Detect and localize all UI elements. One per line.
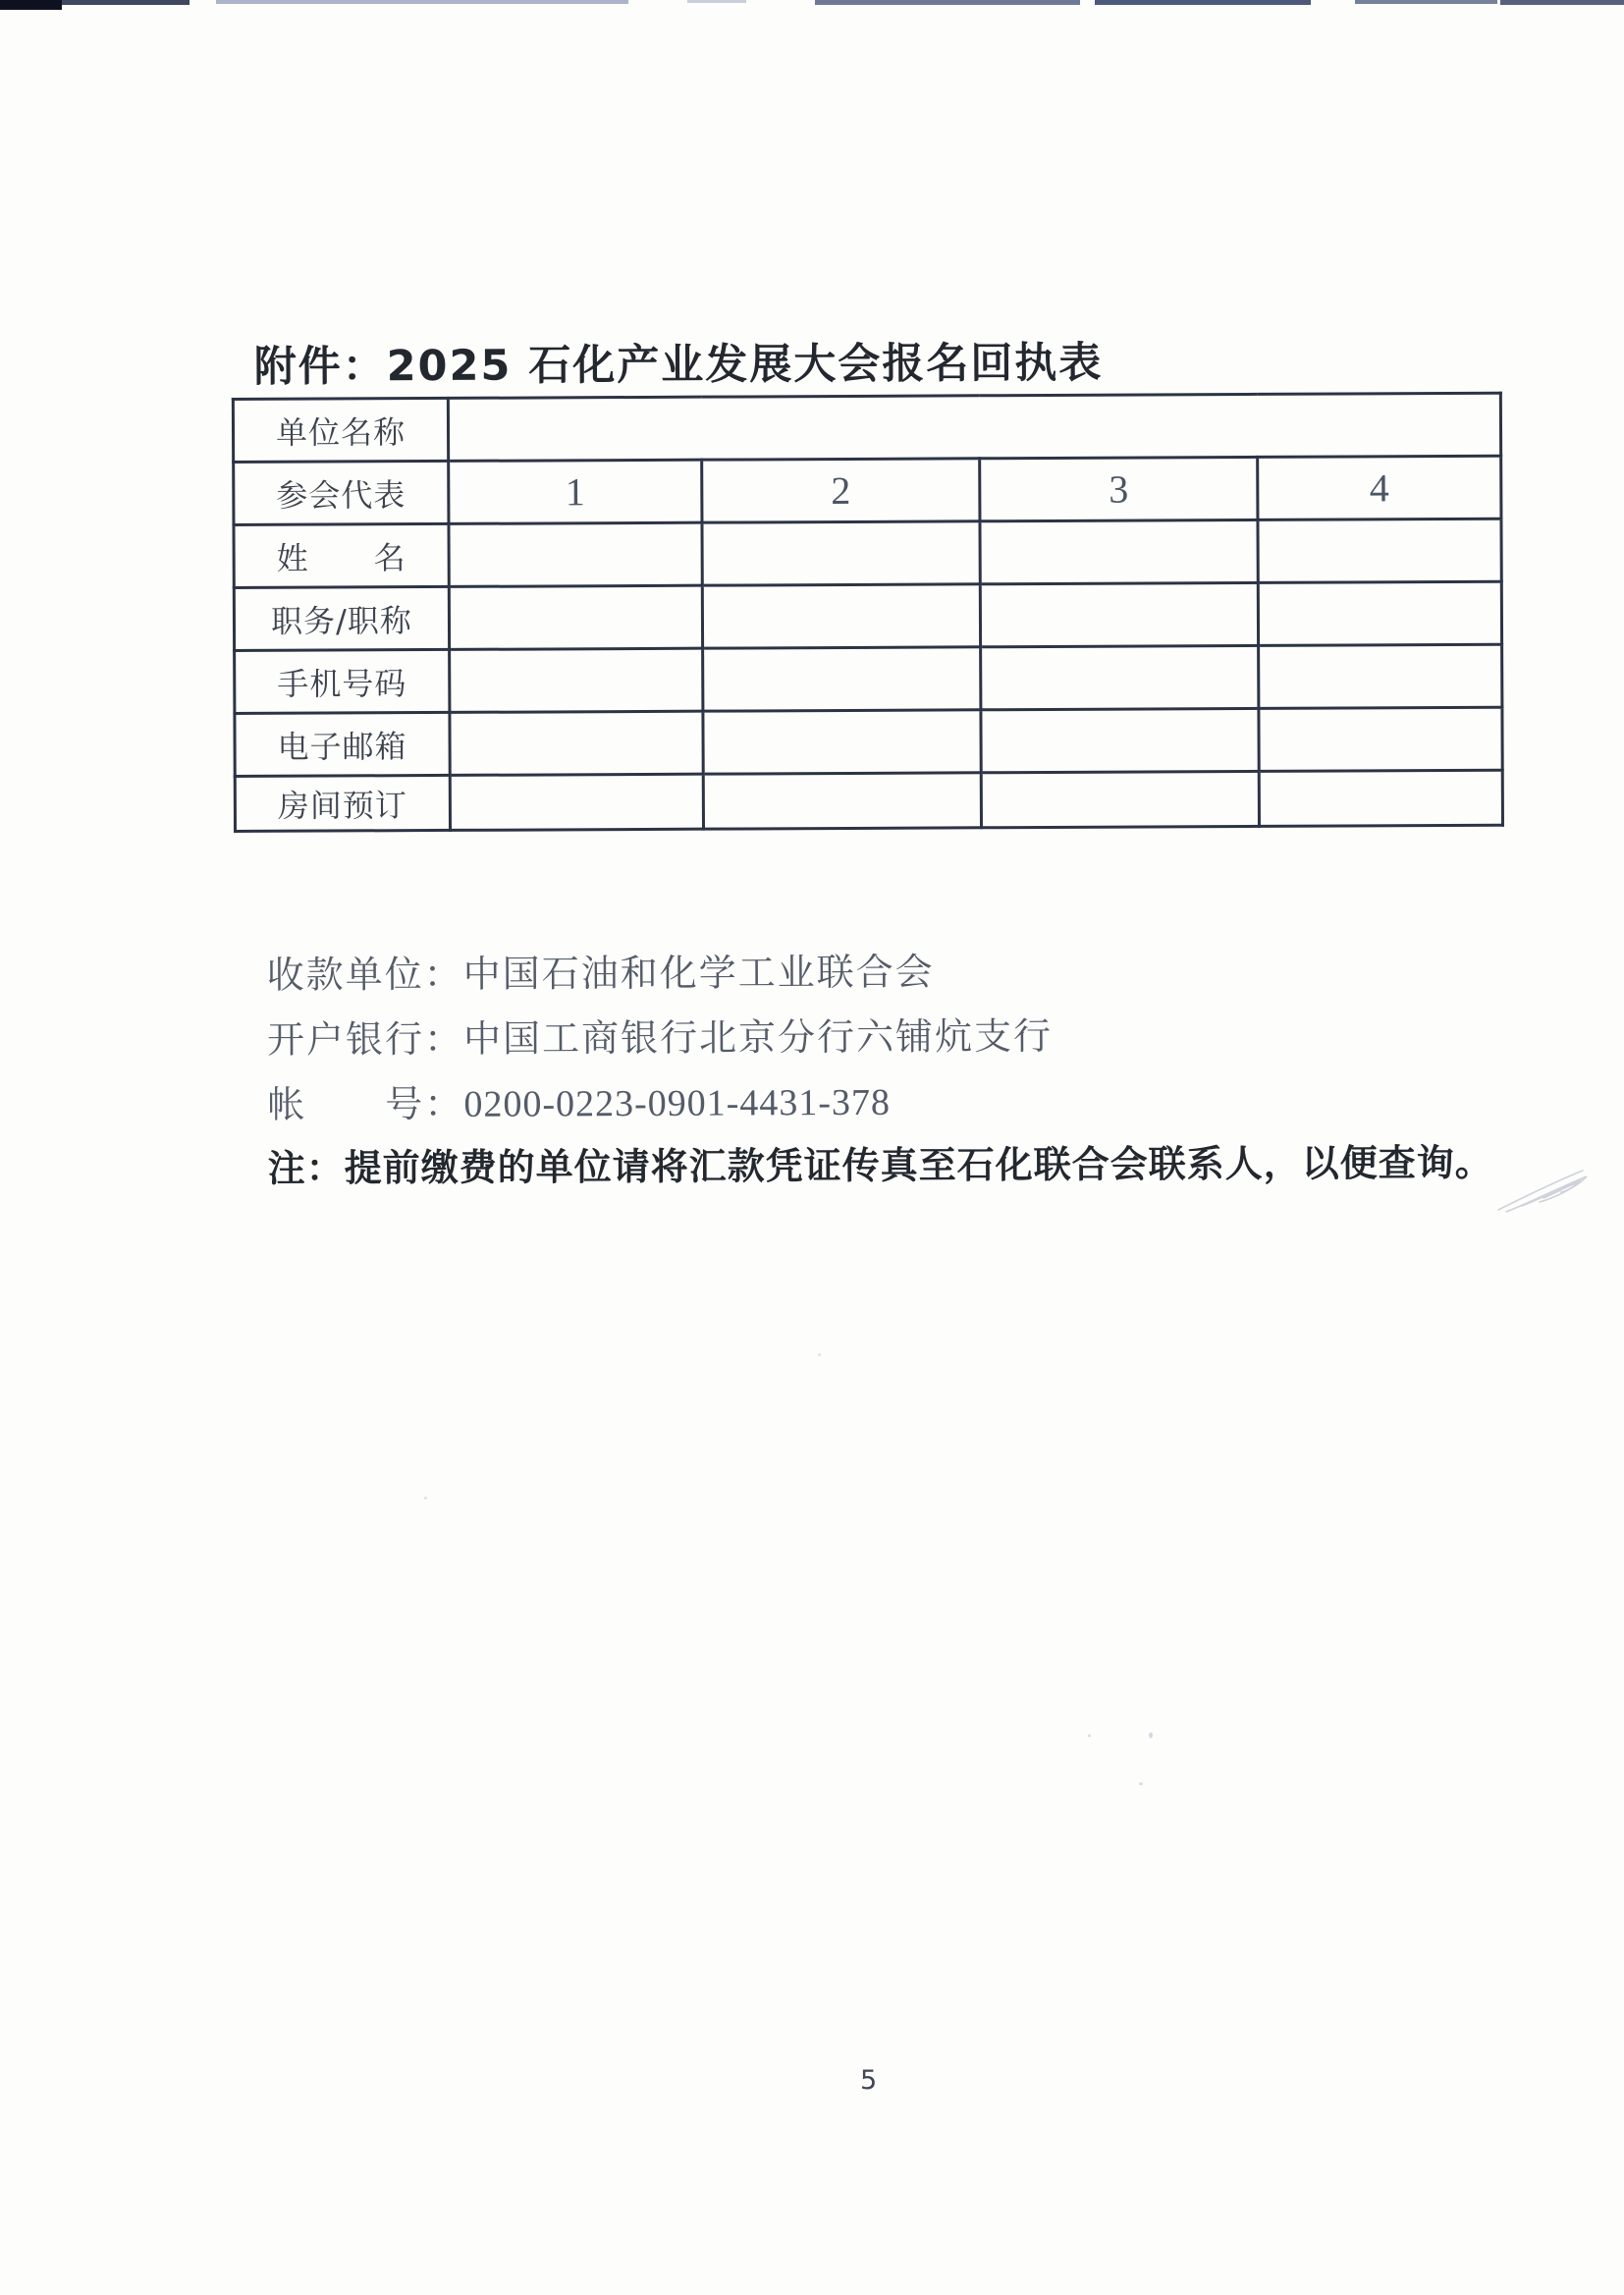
name-cell	[449, 522, 702, 586]
scan-speck	[818, 1353, 821, 1356]
delegate-number-4: 4	[1258, 456, 1501, 519]
table-row-email	[235, 707, 1502, 776]
bank-label: 开户银行：	[266, 1016, 464, 1062]
registration-table	[232, 392, 1504, 833]
row-label-company-name: 单位名称	[233, 398, 448, 462]
delegate-number-2: 2	[702, 459, 980, 522]
bank-line	[267, 1002, 1492, 1072]
mobile-cell	[981, 645, 1259, 709]
table-row-delegates	[234, 456, 1501, 524]
name-cell	[702, 521, 980, 585]
room-cell	[1259, 770, 1502, 826]
row-label-position: 职务/职称	[234, 586, 449, 650]
row-label-room: 房间预订	[235, 775, 450, 831]
mobile-cell	[450, 648, 703, 712]
room-cell	[981, 771, 1259, 827]
pencil-smudge-artifact	[1492, 1159, 1610, 1228]
scan-speck	[1149, 1732, 1153, 1738]
name-cell	[980, 519, 1258, 583]
scan-speck	[424, 1497, 427, 1500]
position-cell	[449, 585, 702, 649]
mobile-cell	[703, 647, 981, 711]
note-line: 注：提前缴费的单位请将汇款凭证传真至石化联合会联系人，以便查询。	[267, 1140, 1493, 1190]
bank-value: 中国工商银行北京分行六铺炕支行	[462, 1013, 1054, 1061]
payee-label: 收款单位：	[266, 952, 463, 997]
row-label-delegates: 参会代表	[234, 461, 449, 524]
row-label-mobile: 手机号码	[235, 649, 450, 713]
account-line	[267, 1066, 1492, 1138]
email-cell	[1259, 707, 1502, 771]
account-label: 帐 号：	[267, 1081, 464, 1126]
company-name-cell	[448, 393, 1500, 461]
row-label-email: 电子邮箱	[235, 712, 450, 776]
attachment-title: 附件：2025 石化产业发展大会报名回执表	[253, 338, 1104, 392]
email-cell	[981, 708, 1259, 772]
payee-line	[267, 937, 1492, 1008]
row-label-name: 姓 名	[234, 523, 449, 587]
table-row-room	[235, 770, 1502, 831]
page-number: 5	[860, 2065, 878, 2096]
email-cell	[450, 711, 703, 775]
table-row-name	[234, 519, 1501, 587]
scan-speck	[1139, 1782, 1143, 1785]
table-row-mobile	[235, 644, 1502, 713]
scan-speck	[1088, 1734, 1091, 1737]
room-cell	[450, 774, 703, 830]
position-cell	[980, 582, 1258, 646]
payment-info	[267, 937, 1493, 1201]
delegate-number-3: 3	[980, 457, 1258, 520]
table-row-company	[233, 393, 1500, 462]
position-cell	[702, 584, 980, 648]
delegate-number-1: 1	[449, 460, 702, 523]
email-cell	[703, 710, 981, 774]
position-cell	[1258, 581, 1501, 645]
account-number: 0200-0223-0901-4431-378	[463, 1081, 892, 1125]
table-row-position	[234, 581, 1501, 650]
name-cell	[1258, 519, 1501, 582]
mobile-cell	[1259, 644, 1502, 708]
payee-value: 中国石油和化学工业联合会	[462, 950, 935, 996]
room-cell	[703, 773, 981, 829]
